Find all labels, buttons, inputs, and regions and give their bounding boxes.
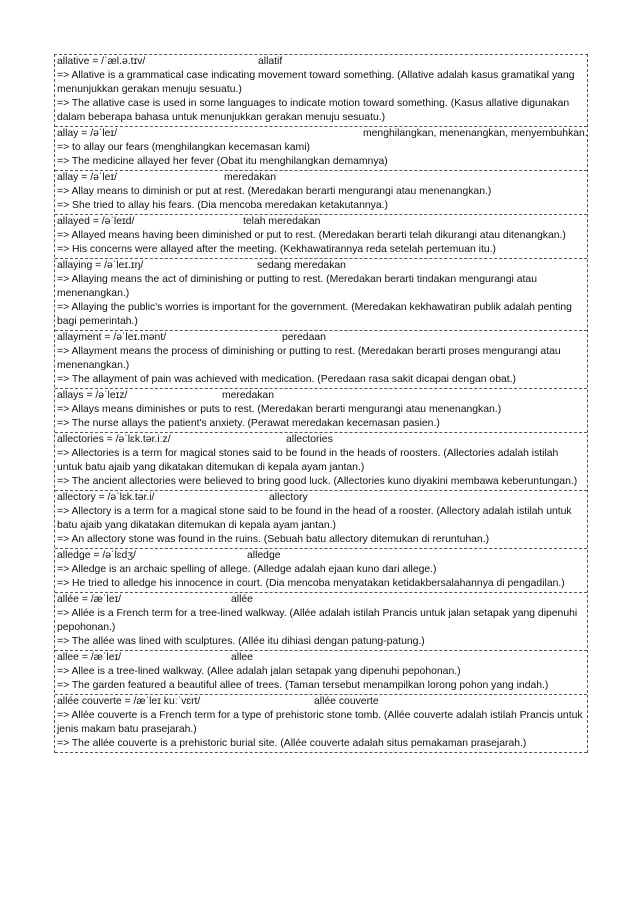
example-sentence: => The ancient allectories were believed to bring good luck. (Allectories kuno diyakini membawa keberuntungan.) xyxy=(57,476,578,487)
example-sentence: => Allectory is a term for a magical stone said to be found in the head of a rooster. (Allectory adalah istilah untuk batu ajaib yang dikatakan ditemukan di kepala ayam jantan.) xyxy=(57,506,572,531)
example-sentence: => The nurse allays the patient's anxiety. (Perawat meredakan kecemasan pasien.) xyxy=(57,418,440,429)
dictionary-entry xyxy=(55,215,587,259)
example-sentence: => Allaying means the act of diminishing or putting to rest. (Meredakan berarti tindakan mengurangi atau menenangkan.) xyxy=(57,274,537,299)
example-sentence: => Allée is a French term for a tree-lined walkway. (Allée adalah istilah Prancis untuk jalan setapak yang dipenuhi pepohonan.) xyxy=(57,608,578,633)
dictionary-page xyxy=(54,54,588,753)
example-sentence: => The allée couverte is a prehistoric burial site. (Allée couverte adalah situs pemakaman prasejarah.) xyxy=(57,738,527,749)
entry-headline xyxy=(57,695,585,709)
entry-headline xyxy=(57,171,585,185)
dictionary-entry xyxy=(55,55,587,127)
example-sentence: => Allaying the public's worries is important for the government. (Meredakan kekhawatiran publik adalah penting bagi pemerintah.) xyxy=(57,302,572,327)
example-sentence: => The allée was lined with sculptures. (Allée itu dihiasi dengan patung-patung.) xyxy=(57,636,425,647)
translation: menghilangkan, menenangkan, menyembuhkan. xyxy=(363,128,588,139)
dictionary-entry xyxy=(55,491,587,549)
entry-headline xyxy=(57,549,585,563)
dictionary-entry xyxy=(55,331,587,389)
dictionary-entry xyxy=(55,127,587,171)
dictionary-entry xyxy=(55,259,587,331)
translation: alledge xyxy=(247,550,281,561)
entry-headline xyxy=(57,651,585,665)
headword-pronunciation: allee = /æˈleɪ/ xyxy=(57,652,122,663)
dictionary-entry xyxy=(55,695,587,753)
headword-pronunciation: allayment = /əˈleɪ.mənt/ xyxy=(57,332,167,343)
entry-headline xyxy=(57,55,585,69)
headword-pronunciation: allectories = /əˈlɛk.tər.iːz/ xyxy=(57,434,171,445)
dictionary-entry xyxy=(55,433,587,491)
example-sentence: => Allectories is a term for magical stones said to be found in the heads of roosters. (Allectories adalah istilah untuk batu ajaib yang dikatakan ditemukan di kepala ayam jantan.) xyxy=(57,448,559,473)
entry-headline xyxy=(57,331,585,345)
headword-pronunciation: allay = /əˈleɪ/ xyxy=(57,128,118,139)
headword-pronunciation: allée couverte = /æˈleɪ kuːˈvɛrt/ xyxy=(57,696,201,707)
example-sentence: => Allay means to diminish or put at rest. (Meredakan berarti mengurangi atau menenangkan.) xyxy=(57,186,492,197)
translation: allée xyxy=(231,594,253,605)
example-sentence: => An allectory stone was found in the ruins. (Sebuah batu allectory ditemukan di reruntuhan.) xyxy=(57,534,490,545)
headword-pronunciation: allative = /ˈæl.ə.tɪv/ xyxy=(57,56,146,67)
example-sentence: => His concerns were allayed after the meeting. (Kekhawatirannya reda setelah pertemuan itu.) xyxy=(57,244,496,255)
dictionary-entry xyxy=(55,389,587,433)
example-sentence: => She tried to allay his fears. (Dia mencoba meredakan ketakutannya.) xyxy=(57,200,388,211)
dictionary-entry xyxy=(55,651,587,695)
translation: peredaan xyxy=(282,332,326,343)
example-sentence: => The allative case is used in some languages to indicate motion toward something. (Kasus allative digunakan dalam beberapa bahasa untuk menunjukkan gerakan menuju sesuatu.) xyxy=(57,98,570,123)
translation: allectory xyxy=(269,492,308,503)
example-sentence: => The garden featured a beautiful allee of trees. (Taman tersebut menampilkan lorong pohon yang indah.) xyxy=(57,680,549,691)
headword-pronunciation: allaying = /əˈleɪ.ɪŋ/ xyxy=(57,260,144,271)
translation: meredakan xyxy=(224,172,276,183)
headword-pronunciation: allayed = /əˈleɪd/ xyxy=(57,216,135,227)
translation: sedang meredakan xyxy=(257,260,346,271)
translation: allatif xyxy=(258,56,283,67)
translation: allée couverte xyxy=(314,696,379,707)
example-sentence: => Allée couverte is a French term for a type of prehistoric stone tomb. (Allée couverte adalah istilah Prancis untuk jenis makam batu prasejarah.) xyxy=(57,710,583,735)
example-sentence: => The allayment of pain was achieved with medication. (Peredaan rasa sakit dicapai dengan obat.) xyxy=(57,374,517,385)
example-sentence: => The medicine allayed her fever (Obat itu menghilangkan demamnya) xyxy=(57,156,388,167)
headword-pronunciation: allée = /æˈleɪ/ xyxy=(57,594,122,605)
entry-headline xyxy=(57,491,585,505)
dictionary-entry xyxy=(55,593,587,651)
translation: telah meredakan xyxy=(243,216,321,227)
example-sentence: => Allayed means having been diminished or put to rest. (Meredakan berarti telah dikurangi atau ditenangkan.) xyxy=(57,230,566,241)
headword-pronunciation: allay = /əˈleɪ/ xyxy=(57,172,118,183)
entry-headline xyxy=(57,593,585,607)
entry-headline xyxy=(57,215,585,229)
dictionary-entry xyxy=(55,549,587,593)
example-sentence: => Allee is a tree-lined walkway. (Allee adalah jalan setapak yang dipenuhi pepohonan.) xyxy=(57,666,461,677)
translation: allectories xyxy=(286,434,333,445)
dictionary-entry xyxy=(55,171,587,215)
entry-headline xyxy=(57,259,585,273)
headword-pronunciation: allays = /əˈleɪz/ xyxy=(57,390,128,401)
example-sentence: => He tried to alledge his innocence in court. (Dia mencoba menyatakan ketidakbersalahannya di pengadilan.) xyxy=(57,578,565,589)
headword-pronunciation: allectory = /əˈlɛk.tər.i/ xyxy=(57,492,155,503)
example-sentence: => Alledge is an archaic spelling of allege. (Alledge adalah ejaan kuno dari allege.) xyxy=(57,564,437,575)
example-sentence: => Allayment means the process of diminishing or putting to rest. (Meredakan berarti proses mengurangi atau menenangkan.) xyxy=(57,346,561,371)
example-sentence: => Allays means diminishes or puts to rest. (Meredakan berarti mengurangi atau menenangkan.) xyxy=(57,404,502,415)
entry-headline xyxy=(57,127,588,141)
translation: allee xyxy=(231,652,253,663)
example-sentence: => to allay our fears (menghilangkan kecemasan kami) xyxy=(57,142,310,153)
headword-pronunciation: alledge = /əˈlɛdʒ/ xyxy=(57,550,136,561)
example-sentence: => Allative is a grammatical case indicating movement toward something. (Allative adalah kasus gramatikal yang menunjukkan gerakan menuju sesuatu.) xyxy=(57,70,575,95)
entry-headline xyxy=(57,389,585,403)
entry-headline xyxy=(57,433,585,447)
translation: meredakan xyxy=(222,390,274,401)
